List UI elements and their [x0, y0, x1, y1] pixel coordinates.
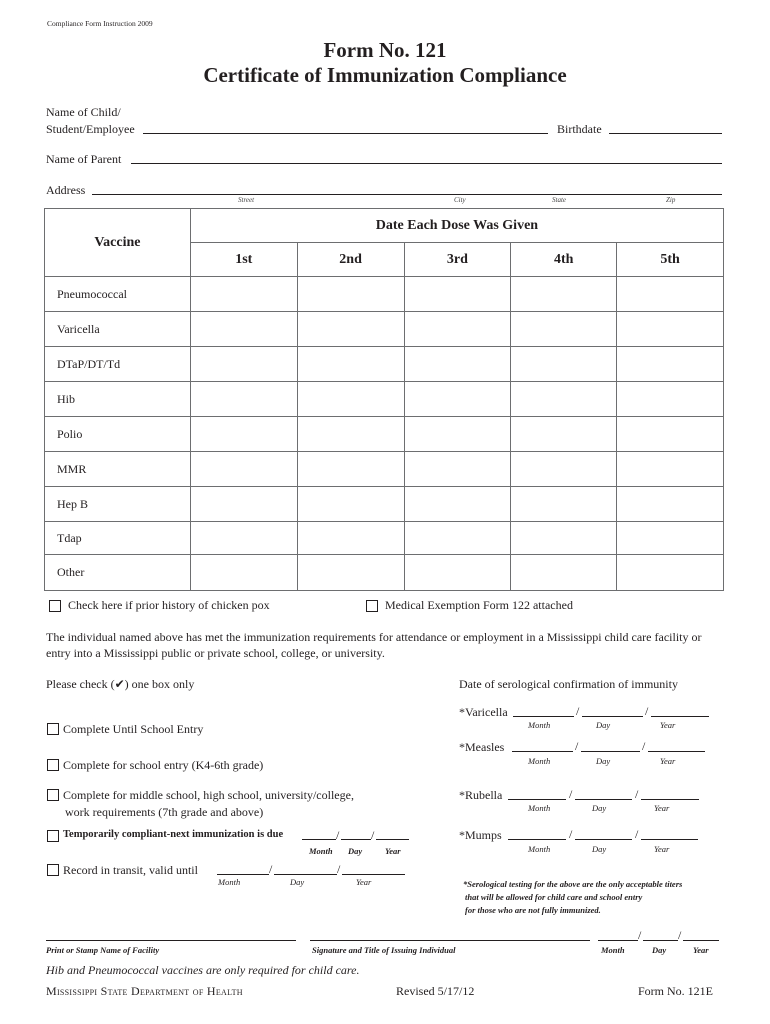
table-row	[45, 277, 724, 312]
option-middle-label-line2: work requirements (7th grade and above)	[65, 805, 264, 819]
temp-day-caption: Day	[348, 846, 363, 856]
dose-cell[interactable]	[190, 382, 297, 417]
option-k4-6-label: Complete for school entry (K4-6th grade)	[63, 758, 264, 772]
dose-cell[interactable]	[511, 452, 617, 487]
mumps-day-field[interactable]	[575, 839, 632, 840]
compliance-statement: The individual named above has met the immunization requirements for attendance or employment in a Mississippi child care facility or entry into a Mississippi public or private school, college, or university.	[46, 630, 702, 660]
sig-month-caption: Month	[601, 945, 625, 955]
mumps-month-caption: Month	[528, 844, 551, 854]
dose-cell[interactable]	[190, 312, 297, 347]
form-title: Certificate of Immunization Compliance	[203, 63, 567, 87]
footer-form-number: Form No. 121E	[638, 984, 713, 998]
table-row	[45, 452, 724, 487]
option-school-entry-checkbox[interactable]	[47, 723, 59, 735]
serology-note-line2: that will be allowed for child care and school entry	[465, 892, 643, 902]
dose-cell[interactable]	[404, 417, 511, 452]
vaccine-header: Vaccine	[45, 209, 191, 277]
vaccine-name: Hib	[45, 382, 191, 417]
dose-cell[interactable]	[404, 382, 511, 417]
please-check-label: Please check (✔) one box only	[46, 677, 195, 691]
dates-header: Date Each Dose Was Given	[190, 209, 723, 243]
dose-cell[interactable]	[404, 522, 511, 555]
serology-rubella-label: *Rubella	[459, 788, 503, 802]
transit-day-field[interactable]	[274, 874, 337, 875]
dose-cell[interactable]	[297, 417, 404, 452]
temp-month-field[interactable]	[302, 839, 336, 840]
dose-cell[interactable]	[617, 522, 724, 555]
vaccine-name: DTaP/DT/Td	[45, 347, 191, 382]
vaccine-name: Tdap	[45, 522, 191, 555]
parent-label: Name of Parent	[46, 152, 122, 166]
serology-note-line1: *Serological testing for the above are the only acceptable titers	[463, 879, 683, 889]
measles-day-field[interactable]	[581, 751, 640, 752]
serology-note-line3: for those who are not fully immunized.	[465, 905, 601, 915]
top-note: Compliance Form Instruction 2009	[47, 19, 153, 28]
varicella-day-field[interactable]	[582, 716, 643, 717]
vaccine-name: Polio	[45, 417, 191, 452]
temp-day-field[interactable]	[341, 839, 371, 840]
dose-cell[interactable]	[617, 312, 724, 347]
birthdate-label: Birthdate	[557, 122, 602, 136]
address-street-caption: Street	[238, 196, 255, 204]
table-row	[45, 382, 724, 417]
option-middle-label-line1: Complete for middle school, high school, university/college,	[63, 788, 354, 802]
measles-year-field[interactable]	[648, 751, 705, 752]
varicella-month-caption: Month	[528, 720, 551, 730]
table-row	[45, 417, 724, 452]
dose-cell[interactable]	[190, 452, 297, 487]
serology-measles-label: *Measles	[459, 740, 505, 754]
mumps-month-field[interactable]	[508, 839, 566, 840]
sig-day-caption: Day	[652, 945, 667, 955]
transit-month-field[interactable]	[217, 874, 269, 875]
dose-cell[interactable]	[511, 555, 617, 591]
varicella-year-caption: Year	[660, 720, 676, 730]
dose-cell[interactable]	[190, 347, 297, 382]
dose-cell[interactable]	[511, 312, 617, 347]
dose-header-3rd: 3rd	[404, 243, 511, 277]
rubella-year-caption: Year	[654, 803, 670, 813]
dose-cell[interactable]	[297, 347, 404, 382]
temp-month-caption: Month	[309, 846, 333, 856]
measles-month-caption: Month	[528, 756, 551, 766]
dose-cell[interactable]	[617, 382, 724, 417]
mumps-day-caption: Day	[592, 844, 607, 854]
option-temp-checkbox[interactable]	[47, 830, 59, 842]
dose-header-5th: 5th	[617, 243, 724, 277]
medical-exemption-checkbox[interactable]	[366, 600, 378, 612]
measles-year-caption: Year	[660, 756, 676, 766]
signature-caption: Signature and Title of Issuing Individual	[312, 945, 456, 955]
department-name: Mississippi State Department of Health	[46, 984, 243, 998]
transit-month-caption: Month	[218, 877, 241, 887]
dose-cell[interactable]	[511, 382, 617, 417]
table-row	[45, 487, 724, 522]
dose-cell[interactable]	[297, 522, 404, 555]
dose-cell[interactable]	[617, 555, 724, 591]
rubella-day-caption: Day	[592, 803, 607, 813]
serology-varicella-label: *Varicella	[459, 705, 508, 719]
transit-day-caption: Day	[290, 877, 305, 887]
varicella-day-caption: Day	[596, 720, 611, 730]
dose-cell[interactable]	[404, 555, 511, 591]
rubella-year-field[interactable]	[641, 799, 699, 800]
dose-header-4th: 4th	[511, 243, 617, 277]
child-label-line1: Name of Child/	[46, 105, 121, 119]
immunization-table	[44, 208, 724, 591]
dose-cell[interactable]	[511, 277, 617, 312]
table-row	[45, 312, 724, 347]
sig-day-field[interactable]	[643, 940, 678, 941]
footer-note: Hib and Pneumococcal vaccines are only required for child care.	[46, 963, 360, 977]
dose-cell[interactable]	[617, 347, 724, 382]
table-row	[45, 522, 724, 555]
sig-year-field[interactable]	[683, 940, 719, 941]
parent-name-field[interactable]	[131, 163, 722, 164]
serology-title: Date of serological confirmation of immunity	[459, 677, 678, 691]
dose-cell[interactable]	[190, 417, 297, 452]
measles-day-caption: Day	[596, 756, 611, 766]
dose-cell[interactable]	[297, 382, 404, 417]
dose-cell[interactable]	[511, 487, 617, 522]
address-state-caption: State	[552, 196, 566, 204]
address-field[interactable]	[92, 194, 722, 195]
option-transit-checkbox[interactable]	[47, 864, 59, 876]
option-middle-checkbox[interactable]	[47, 789, 59, 801]
transit-year-field[interactable]	[342, 874, 405, 875]
dose-cell[interactable]	[404, 277, 511, 312]
dose-cell[interactable]	[511, 347, 617, 382]
measles-month-field[interactable]	[512, 751, 573, 752]
sig-year-caption: Year	[693, 945, 709, 955]
rubella-month-caption: Month	[528, 803, 551, 813]
medical-exemption-label: Medical Exemption Form 122 attached	[385, 598, 573, 612]
dose-cell[interactable]	[297, 555, 404, 591]
varicella-month-field[interactable]	[513, 716, 574, 717]
dose-cell[interactable]	[404, 347, 511, 382]
dose-header-1st: 1st	[190, 243, 297, 277]
table-row	[45, 555, 724, 591]
dose-cell[interactable]	[511, 522, 617, 555]
dose-cell[interactable]	[297, 452, 404, 487]
dose-header-2nd: 2nd	[297, 243, 404, 277]
vaccine-name: Hep B	[45, 487, 191, 522]
vaccine-name: Varicella	[45, 312, 191, 347]
dose-cell[interactable]	[617, 417, 724, 452]
dose-cell[interactable]	[617, 487, 724, 522]
option-school-entry-label: Complete Until School Entry	[63, 722, 204, 736]
vaccine-name: Pneumococcal	[45, 277, 191, 312]
child-name-field[interactable]	[143, 133, 548, 134]
revised-date: Revised 5/17/12	[396, 984, 475, 998]
birthdate-field[interactable]	[609, 133, 722, 134]
temp-year-caption: Year	[385, 846, 401, 856]
address-city-caption: City	[454, 196, 466, 204]
dose-cell[interactable]	[617, 277, 724, 312]
address-zip-caption: Zip	[666, 196, 676, 204]
option-temp-label: Temporarily compliant-next immunization is due	[63, 829, 284, 840]
chicken-pox-checkbox[interactable]	[49, 600, 61, 612]
dose-cell[interactable]	[617, 452, 724, 487]
vaccine-name: Other	[45, 555, 191, 591]
rubella-day-field[interactable]	[575, 799, 632, 800]
dose-cell[interactable]	[404, 312, 511, 347]
option-transit-label: Record in transit, valid until	[63, 863, 198, 877]
dose-cell[interactable]	[190, 522, 297, 555]
dose-cell[interactable]	[297, 312, 404, 347]
child-label-line2: Student/Employee	[46, 122, 135, 136]
temp-year-field[interactable]	[376, 839, 409, 840]
rubella-month-field[interactable]	[508, 799, 566, 800]
signature-field[interactable]	[310, 940, 590, 941]
transit-year-caption: Year	[356, 877, 372, 887]
facility-field[interactable]	[46, 940, 296, 941]
varicella-year-field[interactable]	[651, 716, 709, 717]
serology-mumps-label: *Mumps	[459, 828, 502, 842]
option-k4-6-checkbox[interactable]	[47, 759, 59, 771]
vaccine-name: MMR	[45, 452, 191, 487]
serology-note	[463, 878, 682, 917]
dose-cell[interactable]	[404, 487, 511, 522]
dose-cell[interactable]	[190, 277, 297, 312]
mumps-year-field[interactable]	[641, 839, 698, 840]
table-row	[45, 347, 724, 382]
dose-cell[interactable]	[190, 555, 297, 591]
address-label: Address	[46, 183, 86, 197]
dose-cell[interactable]	[404, 452, 511, 487]
facility-caption: Print or Stamp Name of Facility	[46, 945, 160, 955]
sig-month-field[interactable]	[598, 940, 638, 941]
mumps-year-caption: Year	[654, 844, 670, 854]
chicken-pox-label: Check here if prior history of chicken pox	[68, 598, 270, 612]
form-number: Form No. 121	[323, 38, 447, 62]
dose-cell[interactable]	[297, 487, 404, 522]
dose-cell[interactable]	[297, 277, 404, 312]
dose-cell[interactable]	[190, 487, 297, 522]
dose-cell[interactable]	[511, 417, 617, 452]
